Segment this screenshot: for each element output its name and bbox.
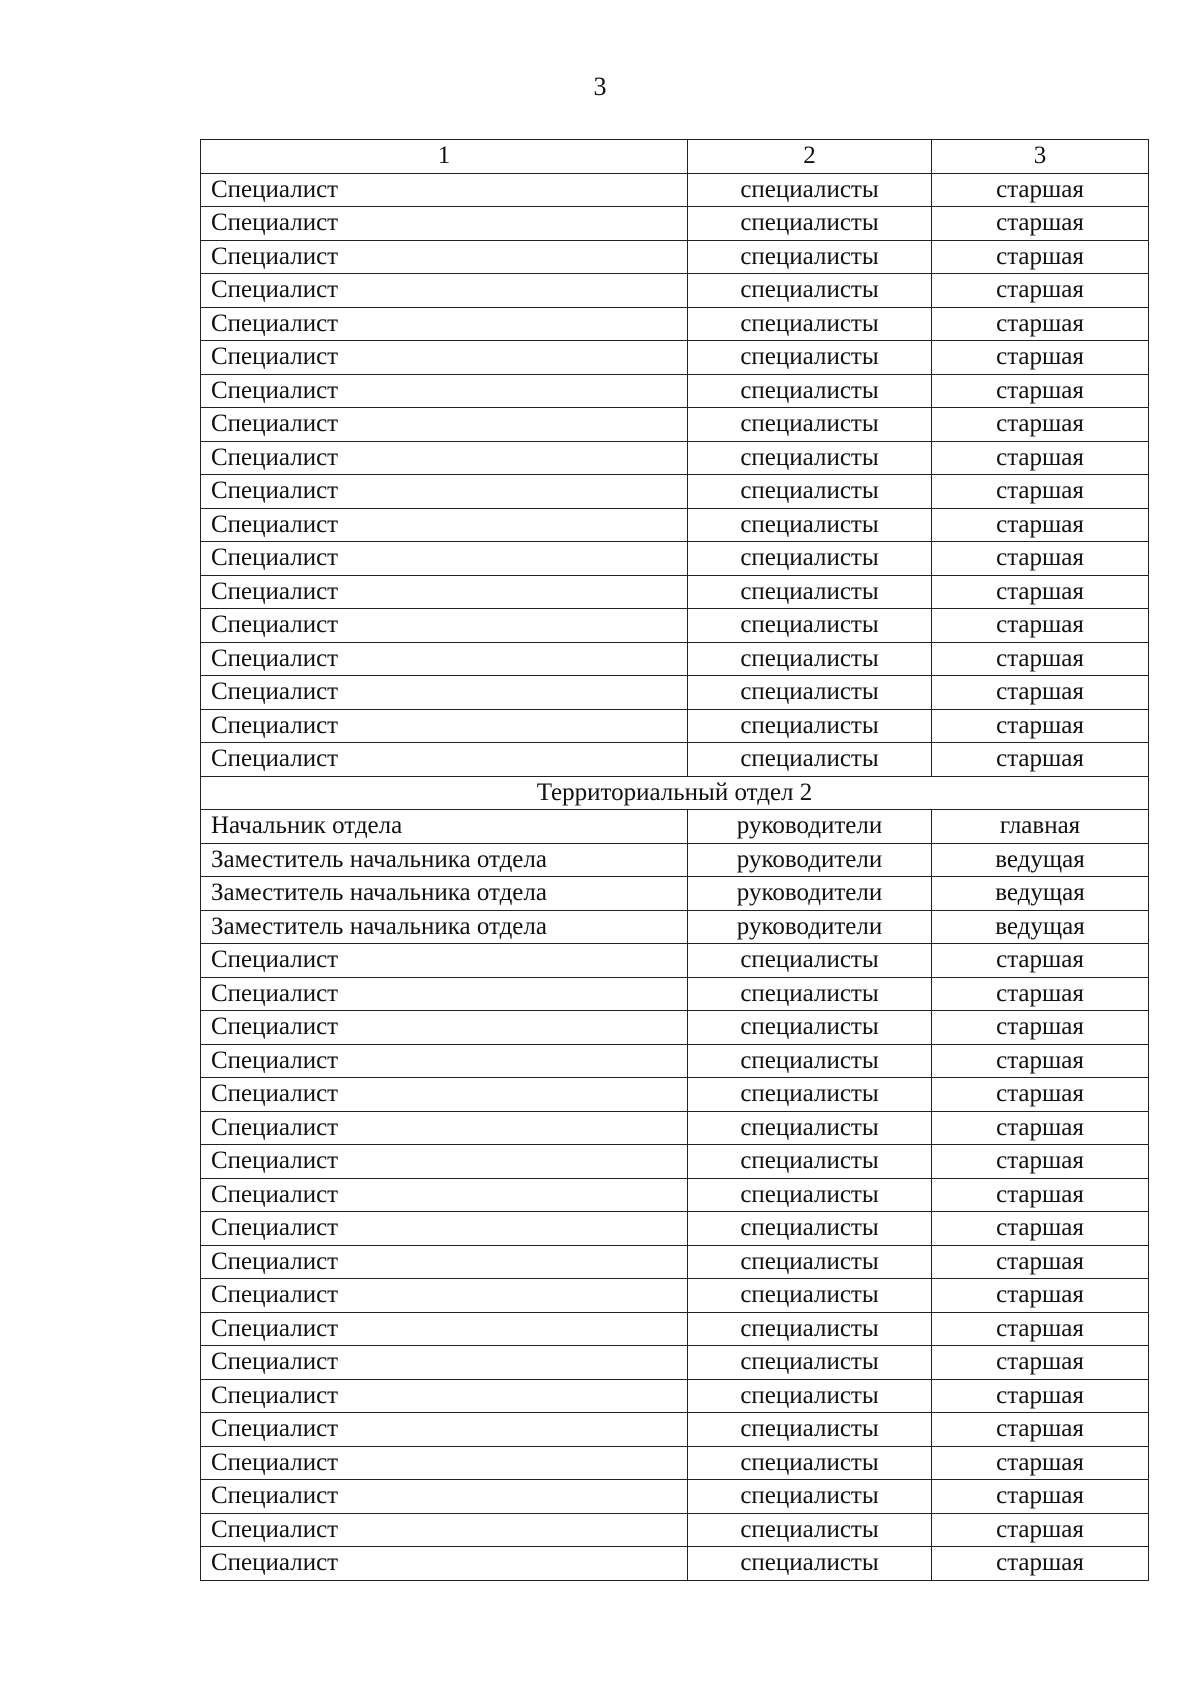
page-number: 3 [593, 72, 607, 101]
table-row [201, 173, 1149, 207]
table-row [201, 374, 1149, 408]
category-cell: старшая [932, 1312, 1149, 1346]
column-header-1: 1 [201, 140, 688, 174]
section-row [201, 776, 1149, 810]
category-cell: старшая [932, 642, 1149, 676]
position-cell: Специалист [201, 475, 688, 509]
staff-group-cell: специалисты [688, 1480, 932, 1514]
table-body-before-section [201, 173, 1149, 776]
position-cell: Специалист [201, 1044, 688, 1078]
staff-group-cell: специалисты [688, 1379, 932, 1413]
position-cell: Специалист [201, 676, 688, 710]
category-cell: старшая [932, 1346, 1149, 1380]
category-cell: ведущая [932, 843, 1149, 877]
position-cell: Специалист [201, 1346, 688, 1380]
staff-group-cell: специалисты [688, 1212, 932, 1246]
category-cell: старшая [932, 709, 1149, 743]
category-cell: старшая [932, 1547, 1149, 1581]
position-cell: Специалист [201, 374, 688, 408]
table-row [201, 1044, 1149, 1078]
category-cell: старшая [932, 307, 1149, 341]
position-cell: Специалист [201, 709, 688, 743]
staff-group-cell: специалисты [688, 240, 932, 274]
table-row [201, 307, 1149, 341]
category-cell: старшая [932, 944, 1149, 978]
position-cell: Специалист [201, 1312, 688, 1346]
position-cell: Специалист [201, 1379, 688, 1413]
staff-group-cell: специалисты [688, 475, 932, 509]
column-header-3: 3 [932, 140, 1149, 174]
category-cell: старшая [932, 1145, 1149, 1179]
position-cell: Специалист [201, 307, 688, 341]
table-row [201, 240, 1149, 274]
category-cell: старшая [932, 1044, 1149, 1078]
category-cell: старшая [932, 1011, 1149, 1045]
table-row [201, 575, 1149, 609]
table-row [201, 1078, 1149, 1112]
table-row [201, 1145, 1149, 1179]
category-cell: старшая [932, 609, 1149, 643]
table-header-row [201, 140, 1149, 174]
position-cell: Специалист [201, 1078, 688, 1112]
table-row [201, 1279, 1149, 1313]
category-cell: старшая [932, 743, 1149, 777]
table-row [201, 508, 1149, 542]
staff-group-cell: руководители [688, 843, 932, 877]
position-cell: Специалист [201, 1212, 688, 1246]
category-cell: старшая [932, 1212, 1149, 1246]
category-cell: старшая [932, 1480, 1149, 1514]
table-row [201, 709, 1149, 743]
table-row [201, 1480, 1149, 1514]
position-cell: Специалист [201, 1145, 688, 1179]
staff-group-cell: специалисты [688, 1413, 932, 1447]
table-row [201, 977, 1149, 1011]
staff-group-cell: специалисты [688, 173, 932, 207]
position-cell: Заместитель начальника отдела [201, 910, 688, 944]
staff-group-cell: специалисты [688, 508, 932, 542]
position-cell: Заместитель начальника отдела [201, 877, 688, 911]
category-cell: старшая [932, 542, 1149, 576]
position-cell: Специалист [201, 642, 688, 676]
category-cell: старшая [932, 1245, 1149, 1279]
staff-group-cell: специалисты [688, 977, 932, 1011]
staff-group-cell: специалисты [688, 642, 932, 676]
position-cell: Специалист [201, 1513, 688, 1547]
category-cell: старшая [932, 1078, 1149, 1112]
staff-group-cell: руководители [688, 877, 932, 911]
table-row [201, 1379, 1149, 1413]
category-cell: старшая [932, 676, 1149, 710]
position-cell: Специалист [201, 207, 688, 241]
table-row [201, 910, 1149, 944]
position-cell: Начальник отдела [201, 810, 688, 844]
category-cell: главная [932, 810, 1149, 844]
category-cell: старшая [932, 977, 1149, 1011]
category-cell: старшая [932, 575, 1149, 609]
category-cell: старшая [932, 207, 1149, 241]
category-cell: старшая [932, 408, 1149, 442]
table-row [201, 1513, 1149, 1547]
staff-group-cell: специалисты [688, 542, 932, 576]
staff-group-cell: специалисты [688, 575, 932, 609]
staff-group-cell: специалисты [688, 341, 932, 375]
table-row [201, 877, 1149, 911]
table-row [201, 1413, 1149, 1447]
staff-group-cell: специалисты [688, 1312, 932, 1346]
category-cell: старшая [932, 1178, 1149, 1212]
table-row [201, 207, 1149, 241]
staff-group-cell: специалисты [688, 1011, 932, 1045]
table-row [201, 1178, 1149, 1212]
category-cell: старшая [932, 240, 1149, 274]
table-row [201, 274, 1149, 308]
category-cell: старшая [932, 1413, 1149, 1447]
position-cell: Специалист [201, 441, 688, 475]
category-cell: старшая [932, 1446, 1149, 1480]
category-cell: старшая [932, 173, 1149, 207]
table-body-after-section [201, 810, 1149, 1581]
positions-table [200, 139, 1149, 1581]
table-row [201, 676, 1149, 710]
position-cell: Специалист [201, 944, 688, 978]
staff-group-cell: специалисты [688, 374, 932, 408]
staff-group-cell: специалисты [688, 1547, 932, 1581]
category-cell: старшая [932, 1379, 1149, 1413]
category-cell: ведущая [932, 910, 1149, 944]
position-cell: Специалист [201, 743, 688, 777]
staff-group-cell: специалисты [688, 408, 932, 442]
table-row [201, 1212, 1149, 1246]
position-cell: Специалист [201, 1111, 688, 1145]
staff-group-cell: специалисты [688, 274, 932, 308]
staff-group-cell: специалисты [688, 1245, 932, 1279]
section-title: Территориальный отдел 2 [201, 776, 1149, 810]
position-cell: Специалист [201, 1413, 688, 1447]
table-row [201, 1446, 1149, 1480]
table-row [201, 1245, 1149, 1279]
staff-group-cell: руководители [688, 810, 932, 844]
table-row [201, 944, 1149, 978]
staff-group-cell: специалисты [688, 676, 932, 710]
position-cell: Заместитель начальника отдела [201, 843, 688, 877]
position-cell: Специалист [201, 542, 688, 576]
staff-group-cell: специалисты [688, 1145, 932, 1179]
staff-group-cell: специалисты [688, 709, 932, 743]
position-cell: Специалист [201, 274, 688, 308]
position-cell: Специалист [201, 1446, 688, 1480]
column-header-2: 2 [688, 140, 932, 174]
table-row [201, 642, 1149, 676]
category-cell: старшая [932, 374, 1149, 408]
table-row [201, 810, 1149, 844]
position-cell: Специалист [201, 977, 688, 1011]
staff-group-cell: специалисты [688, 1279, 932, 1313]
category-cell: старшая [932, 1111, 1149, 1145]
table-row [201, 609, 1149, 643]
position-cell: Специалист [201, 240, 688, 274]
staff-group-cell: специалисты [688, 207, 932, 241]
position-cell: Специалист [201, 1279, 688, 1313]
position-cell: Специалист [201, 408, 688, 442]
position-cell: Специалист [201, 1245, 688, 1279]
staff-group-cell: руководители [688, 910, 932, 944]
category-cell: старшая [932, 441, 1149, 475]
table-row [201, 1547, 1149, 1581]
table-row [201, 408, 1149, 442]
staff-group-cell: специалисты [688, 1111, 932, 1145]
staff-group-cell: специалисты [688, 609, 932, 643]
category-cell: ведущая [932, 877, 1149, 911]
table-row [201, 1111, 1149, 1145]
staff-group-cell: специалисты [688, 1513, 932, 1547]
staff-group-cell: специалисты [688, 1346, 932, 1380]
staff-group-cell: специалисты [688, 1446, 932, 1480]
table-row [201, 843, 1149, 877]
table-row [201, 1312, 1149, 1346]
staff-group-cell: специалисты [688, 307, 932, 341]
position-cell: Специалист [201, 341, 688, 375]
position-cell: Специалист [201, 1011, 688, 1045]
position-cell: Специалист [201, 508, 688, 542]
staff-group-cell: специалисты [688, 441, 932, 475]
table-row [201, 475, 1149, 509]
category-cell: старшая [932, 475, 1149, 509]
table-section [201, 776, 1149, 810]
table-row [201, 542, 1149, 576]
table-row [201, 341, 1149, 375]
staff-group-cell: специалисты [688, 743, 932, 777]
staff-group-cell: специалисты [688, 1044, 932, 1078]
table-row [201, 1011, 1149, 1045]
position-cell: Специалист [201, 609, 688, 643]
position-cell: Специалист [201, 1547, 688, 1581]
table-row [201, 743, 1149, 777]
staff-group-cell: специалисты [688, 1078, 932, 1112]
table-row [201, 441, 1149, 475]
category-cell: старшая [932, 1279, 1149, 1313]
position-cell: Специалист [201, 173, 688, 207]
category-cell: старшая [932, 341, 1149, 375]
position-cell: Специалист [201, 1480, 688, 1514]
category-cell: старшая [932, 1513, 1149, 1547]
staff-group-cell: специалисты [688, 944, 932, 978]
category-cell: старшая [932, 508, 1149, 542]
category-cell: старшая [932, 274, 1149, 308]
position-cell: Специалист [201, 1178, 688, 1212]
staff-group-cell: специалисты [688, 1178, 932, 1212]
position-cell: Специалист [201, 575, 688, 609]
table-row [201, 1346, 1149, 1380]
